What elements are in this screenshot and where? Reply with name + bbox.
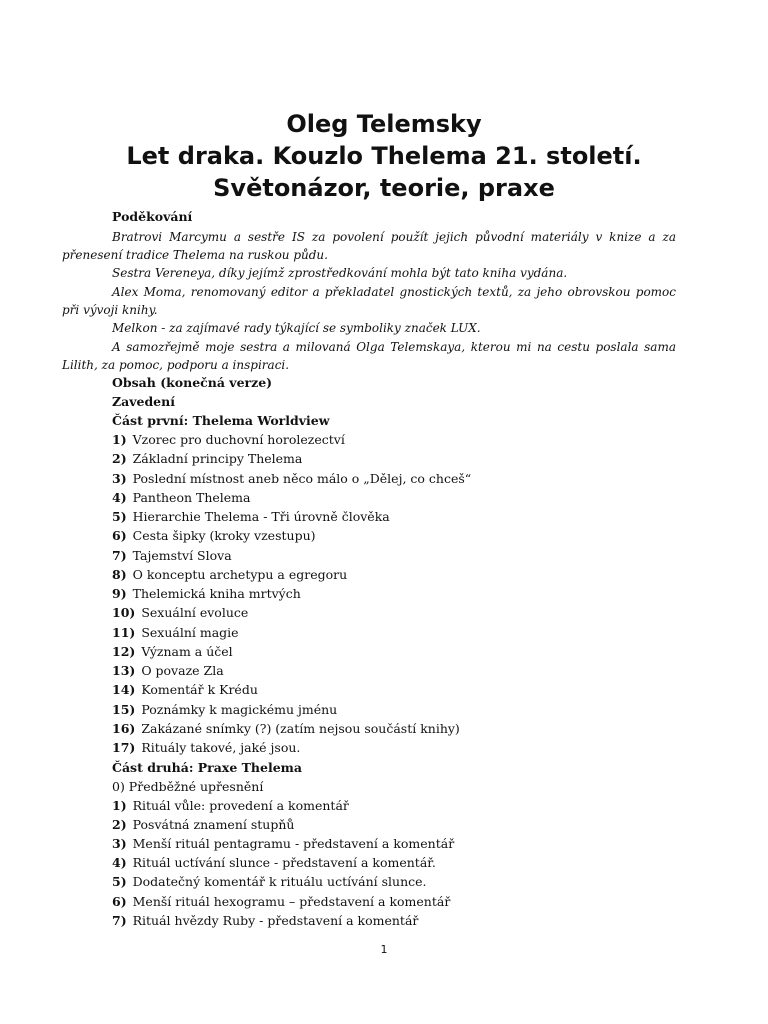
toc-item [112, 527, 316, 545]
toc-item-title: O konceptu archetypu a egregoru [132, 566, 348, 582]
toc-item [112, 720, 460, 738]
toc-item-number: 13) [112, 663, 136, 678]
book-subtitle: Světonázor, teorie, praxe [213, 174, 555, 202]
acknowledgement-paragraph: A samozřejmě moje sestra a milovaná Olga Telemskaya, kterou mi na cestu poslala sama Lilith, za pomoc, podporu a inspiraci. [62, 340, 676, 372]
acknowledgement-paragraph: Bratrovi Marcymu a sestře IS za povolení použít jejich původní materiály v knize a za přenesení tradice Thelema na ruskou půdu. [62, 230, 676, 262]
toc-item-title: Vzorec pro duchovní horolezectví [132, 432, 345, 447]
acknowledgement-paragraph: Sestra Vereneya, díky jejímž zprostředkování mohla být tato kniha vydána. [112, 266, 568, 280]
part-one-heading: Část první: Thelema Worldview [112, 413, 330, 428]
toc-item [112, 701, 337, 719]
toc-item-number: 15) [112, 701, 136, 717]
toc-item-number: 7) [112, 547, 127, 563]
toc-item-title: Poslední místnost aneb něco málo o „Dělej, co chceš“ [132, 470, 472, 486]
toc-item [112, 566, 347, 584]
toc-item-number: 14) [112, 682, 136, 698]
toc-item [112, 604, 248, 622]
part-two-heading: Část druhá: Praxe Thelema [112, 760, 302, 775]
part-two-preliminary: 0) Předběžné upřesnění [112, 779, 264, 794]
toc-item-title: Rituál vůle: provedení a komentář [132, 798, 349, 813]
toc-item-title: Zakázané snímky (?) (zatím nejsou součástí knihy) [141, 720, 460, 736]
toc-item [112, 873, 427, 891]
toc-item-number: 2) [112, 817, 127, 833]
toc-item [112, 547, 232, 565]
toc-item-title: Thelemická kniha mrtvých [132, 586, 301, 601]
book-title: Let draka. Kouzlo Thelema 21. století. [126, 142, 642, 170]
toc-item [112, 854, 436, 872]
toc-item-number: 4) [112, 489, 127, 505]
toc-item [112, 893, 450, 911]
acknowledgements-heading: Poděkování [112, 209, 193, 224]
toc-item-title: Cesta šipky (kroky vzestupu) [132, 528, 316, 544]
toc-item-title: Menší rituál hexogramu – představení a komentář [132, 893, 451, 909]
toc-item-number: 1) [112, 798, 127, 813]
toc-item-number: 3) [112, 836, 127, 852]
toc-item-title: Sexuální magie [141, 624, 239, 640]
toc-item-number: 4) [112, 855, 127, 871]
toc-item-title: Pantheon Thelema [132, 489, 251, 505]
toc-item-title: Komentář k Krédu [141, 682, 258, 698]
toc-item-number: 16) [112, 720, 136, 736]
toc-item [112, 508, 390, 526]
toc-item [112, 489, 250, 507]
toc-item-number: 17) [112, 740, 136, 755]
toc-item-title: Význam a účel [141, 643, 233, 659]
toc-item-number: 2) [112, 451, 127, 467]
page-number: 1 [380, 943, 388, 956]
toc-introduction: Zavedení [112, 394, 175, 409]
toc-item [112, 470, 471, 488]
toc-item-title: O povaze Zla [141, 663, 224, 678]
toc-item [112, 797, 349, 815]
toc-item-number: 7) [112, 912, 127, 928]
toc-item [112, 431, 345, 449]
toc-item-title: Rituál uctívání slunce - představení a komentář. [132, 855, 436, 871]
toc-item [112, 662, 224, 680]
author-title: Oleg Telemsky [286, 110, 482, 138]
toc-item-title: Rituál hvězdy Ruby - představení a komentář [132, 912, 419, 928]
acknowledgement-paragraph: Melkon - za zajímavé rady týkající se symboliky značek LUX. [112, 321, 481, 335]
acknowledgement-paragraph: Alex Moma, renomovaný editor a překladatel gnostických textů, za jeho obrovskou pomoc při vývoji knihy. [62, 285, 676, 317]
toc-item [112, 739, 300, 757]
toc-item-title: Rituály takové, jaké jsou. [141, 740, 301, 755]
toc-item-title: Dodatečný komentář k rituálu uctívání slunce. [132, 874, 427, 890]
toc-item-title: Sexuální evoluce [141, 605, 249, 621]
toc-item-number: 10) [112, 605, 136, 621]
toc-item [112, 450, 302, 468]
toc-item [112, 624, 239, 642]
toc-item-number: 8) [112, 566, 127, 582]
toc-item-number: 3) [112, 470, 127, 486]
toc-item-number: 5) [112, 874, 127, 890]
toc-item-number: 6) [112, 528, 127, 544]
toc-item [112, 816, 294, 834]
toc-item [112, 835, 454, 853]
toc-item-number: 5) [112, 509, 127, 524]
toc-item-title: Tajemství Slova [132, 547, 232, 563]
toc-heading: Obsah (konečná verze) [112, 375, 273, 390]
toc-item-number: 12) [112, 643, 136, 659]
toc-item-number: 11) [112, 624, 136, 640]
toc-item [112, 912, 418, 930]
toc-item [112, 585, 301, 603]
toc-item [112, 643, 233, 661]
toc-item-title: Hierarchie Thelema - Tři úrovně člověka [132, 509, 390, 524]
toc-item-number: 6) [112, 893, 127, 909]
toc-item-number: 9) [112, 586, 127, 601]
toc-item-number: 1) [112, 432, 127, 447]
toc-item [112, 681, 258, 699]
toc-item-title: Poznámky k magickému jménu [141, 701, 338, 717]
toc-item-title: Menší rituál pentagramu - představení a komentář [132, 836, 455, 852]
toc-item-title: Základní principy Thelema [132, 451, 303, 467]
toc-item-title: Posvátná znamení stupňů [132, 817, 295, 833]
